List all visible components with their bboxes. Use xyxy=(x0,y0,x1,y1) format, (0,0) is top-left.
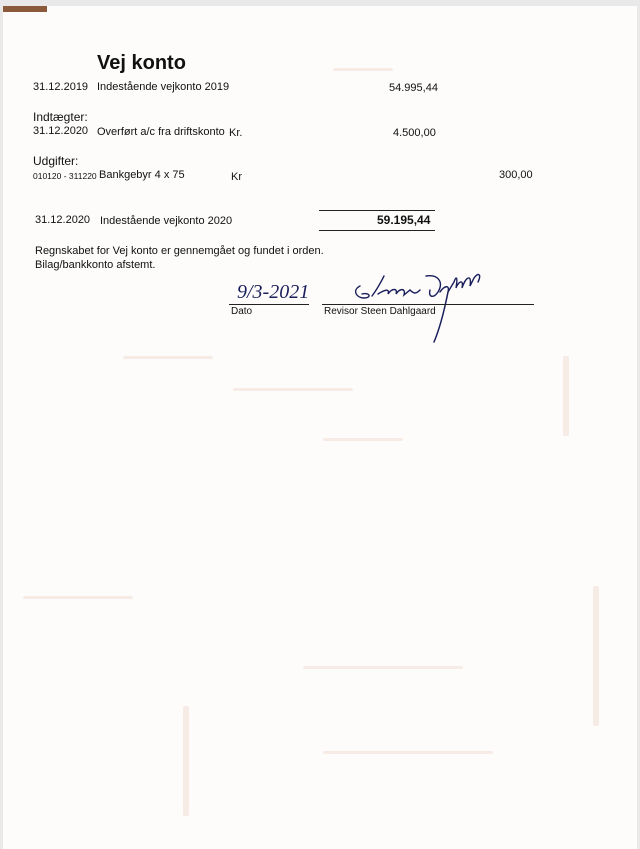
bleed-through xyxy=(303,666,463,669)
page-corner-mark xyxy=(3,6,47,12)
expense-row-currency: Kr xyxy=(231,171,242,183)
opening-text: Indestående vejkonto 2019 xyxy=(97,81,230,93)
closing-date: 31.12.2020 xyxy=(35,214,91,226)
date-label: Dato xyxy=(231,306,253,317)
bleed-through xyxy=(323,751,493,754)
opening-amount: 54.995,44 xyxy=(389,82,438,94)
bleed-through xyxy=(333,68,393,71)
auditor-signature-line xyxy=(322,304,534,305)
expenses-heading: Udgifter: xyxy=(33,154,79,168)
income-row-amount: 4.500,00 xyxy=(393,127,436,139)
closing-text: Indestående vejkonto 2020 xyxy=(100,215,233,227)
statement-line-1: Regnskabet for Vej konto er gennemgået og fundet i orden. xyxy=(35,245,324,257)
auditor-label: Revisor Steen Dahlgaard xyxy=(324,306,436,317)
sum-line xyxy=(319,210,435,211)
closing-amount: 59.195,44 xyxy=(377,213,431,227)
closing-underline xyxy=(319,230,435,231)
expense-row-text: Bankgebyr 4 x 75 xyxy=(99,169,185,181)
income-heading: Indtægter: xyxy=(33,110,88,124)
handwritten-date xyxy=(235,276,315,306)
statement-line-2: Bilag/bankkonto afstemt. xyxy=(35,259,156,271)
bleed-through xyxy=(563,356,569,436)
handwritten-date-text: 9/3-2021 xyxy=(237,281,310,303)
document-title: Vej konto xyxy=(97,52,186,74)
bleed-through xyxy=(323,438,403,441)
bleed-through xyxy=(593,586,599,726)
bleed-through xyxy=(123,356,213,359)
income-row-text: Overført a/c fra driftskonto xyxy=(97,126,225,138)
expense-row-date: 010120 - 311220 xyxy=(33,171,97,181)
bleed-through xyxy=(23,596,133,599)
income-row-currency: Kr. xyxy=(229,127,243,139)
bleed-through xyxy=(233,388,353,391)
bleed-through xyxy=(183,706,189,816)
expense-row-amount: 300,00 xyxy=(499,169,533,181)
date-signature-line xyxy=(229,304,309,305)
document-page xyxy=(3,6,637,849)
opening-date: 31.12.2019 xyxy=(33,81,89,93)
income-row-date: 31.12.2020 xyxy=(33,125,89,137)
